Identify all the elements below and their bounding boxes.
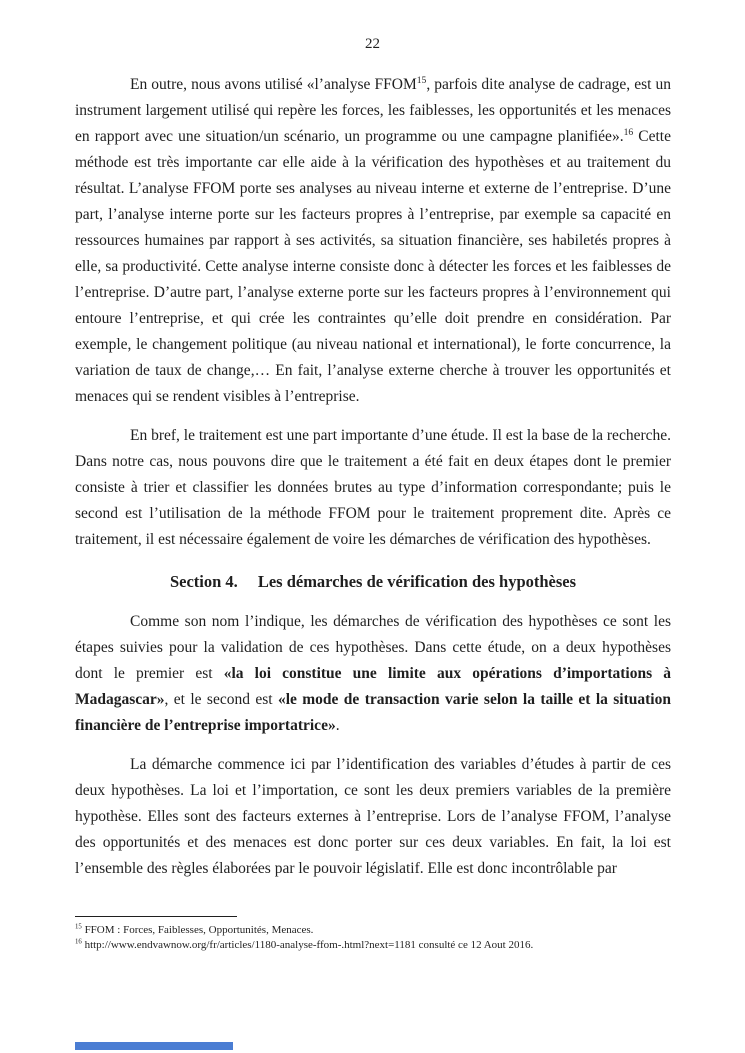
paragraph bbox=[75, 609, 671, 739]
footnote-ref: 16 bbox=[623, 126, 634, 138]
body-text: , parfois dite analyse de cadrage, est un instrument largement utilisé qui repère les forces, les faiblesses, les opportunités et les menaces en rapport avec une situation/un scénario, un programme ou une campagne planifiée». bbox=[75, 76, 671, 145]
section-heading bbox=[75, 569, 671, 595]
section-heading-label: Section 4. bbox=[169, 572, 238, 591]
body-text: En bref, le traitement est une part importante d’une étude. Il est la base de la recherche. Dans notre cas, nous pouvons dire que le traitement a été fait en deux étapes dont le premier consiste à trier et classifier les données brutes au type d’information correspondante; puis le second est l’utilisation de la méthode FFOM pour le traitement proprement dite. Après ce traitement, il est nécessaire également de voire les démarches de vérification des hypothèses. bbox=[75, 427, 671, 548]
body-text: . bbox=[335, 717, 340, 734]
section-heading-title: Les démarches de vérification des hypothèses bbox=[257, 572, 577, 591]
footnote-marker: 16 bbox=[75, 937, 82, 945]
page-number: 22 bbox=[365, 36, 380, 52]
footnote bbox=[75, 923, 671, 938]
footnotes-area bbox=[75, 916, 671, 952]
footnote bbox=[75, 938, 671, 953]
footnote-ref: 15 bbox=[416, 74, 427, 86]
footnote-text: http://www.endvawnow.org/fr/articles/1180-analyse-ffom-.html?next=1181 consulté ce 12 Aout 2016. bbox=[81, 938, 534, 951]
bold-text: «le mode de transaction varie selon la taille et la situation financière de l’entreprise importatrice» bbox=[75, 691, 671, 734]
body-text-top bbox=[75, 72, 671, 553]
body-text: En outre, nous avons utilisé «l’analyse FFOM bbox=[130, 76, 417, 93]
footnote-text: FFOM : Forces, Faiblesses, Opportunités, Menaces. bbox=[81, 924, 314, 936]
paragraph bbox=[75, 72, 671, 410]
body-text: , et le second est bbox=[164, 691, 278, 708]
body-text-bottom bbox=[75, 609, 671, 882]
footnote-list bbox=[75, 923, 671, 952]
footnote-marker: 15 bbox=[75, 923, 82, 931]
bold-text: «la loi constitue une limite aux opérations d’importations à Madagascar» bbox=[75, 665, 672, 708]
paragraph bbox=[75, 423, 671, 553]
loading-bar bbox=[75, 1042, 233, 1050]
body-text: Comme son nom l’indique, les démarches de vérification des hypothèses ce sont les étapes suivies pour la validation de ces hypothèses. Dans cette étude, on a deux hypothèses dont le premier est bbox=[75, 613, 671, 682]
paragraph bbox=[75, 752, 671, 882]
body-text: Cette méthode est très importante car elle aide à la vérification des hypothèses et au traitement du résultat. L’analyse FFOM porte ses analyses au niveau interne et externe de l’entreprise. D’une part, l’analyse interne porte sur les facteurs propres à l’entreprise, par exemple sa capacité en ressources humaines par rapport à ses activités, sa situation financière, ses habiletés propres à elle, sa productivité. Cette analyse interne consiste donc à détecter les forces et les faiblesses de l’entreprise. D’autre part, l’analyse externe porte sur les facteurs propres à l’environnement qui entoure l’entreprise, et qui crée les contraintes qu’elle doit prendre en considération. Par exemple, le changement politique (au niveau national et international), le forte concurrence, la variation de taux de change,… En fait, l’analyse externe cherche à trouver les opportunités et menaces qui se rendent visibles à l’entreprise. bbox=[75, 128, 671, 405]
page-body bbox=[75, 72, 671, 895]
footnote-separator bbox=[75, 916, 237, 917]
body-text: La démarche commence ici par l’identification des variables d’études à partir de ces deux hypothèses. La loi et l’importation, ce sont les deux premiers variables de la première hypothèse. Elles sont des facteurs externes à l’entreprise. Lors de l’analyse FFOM, l’analyse des opportunités et des menaces est donc porter sur ces deux variables. En fait, la loi est l’ensemble des règles élaborées par le pouvoir législatif. Elle est donc incontrôlable par bbox=[75, 756, 671, 877]
